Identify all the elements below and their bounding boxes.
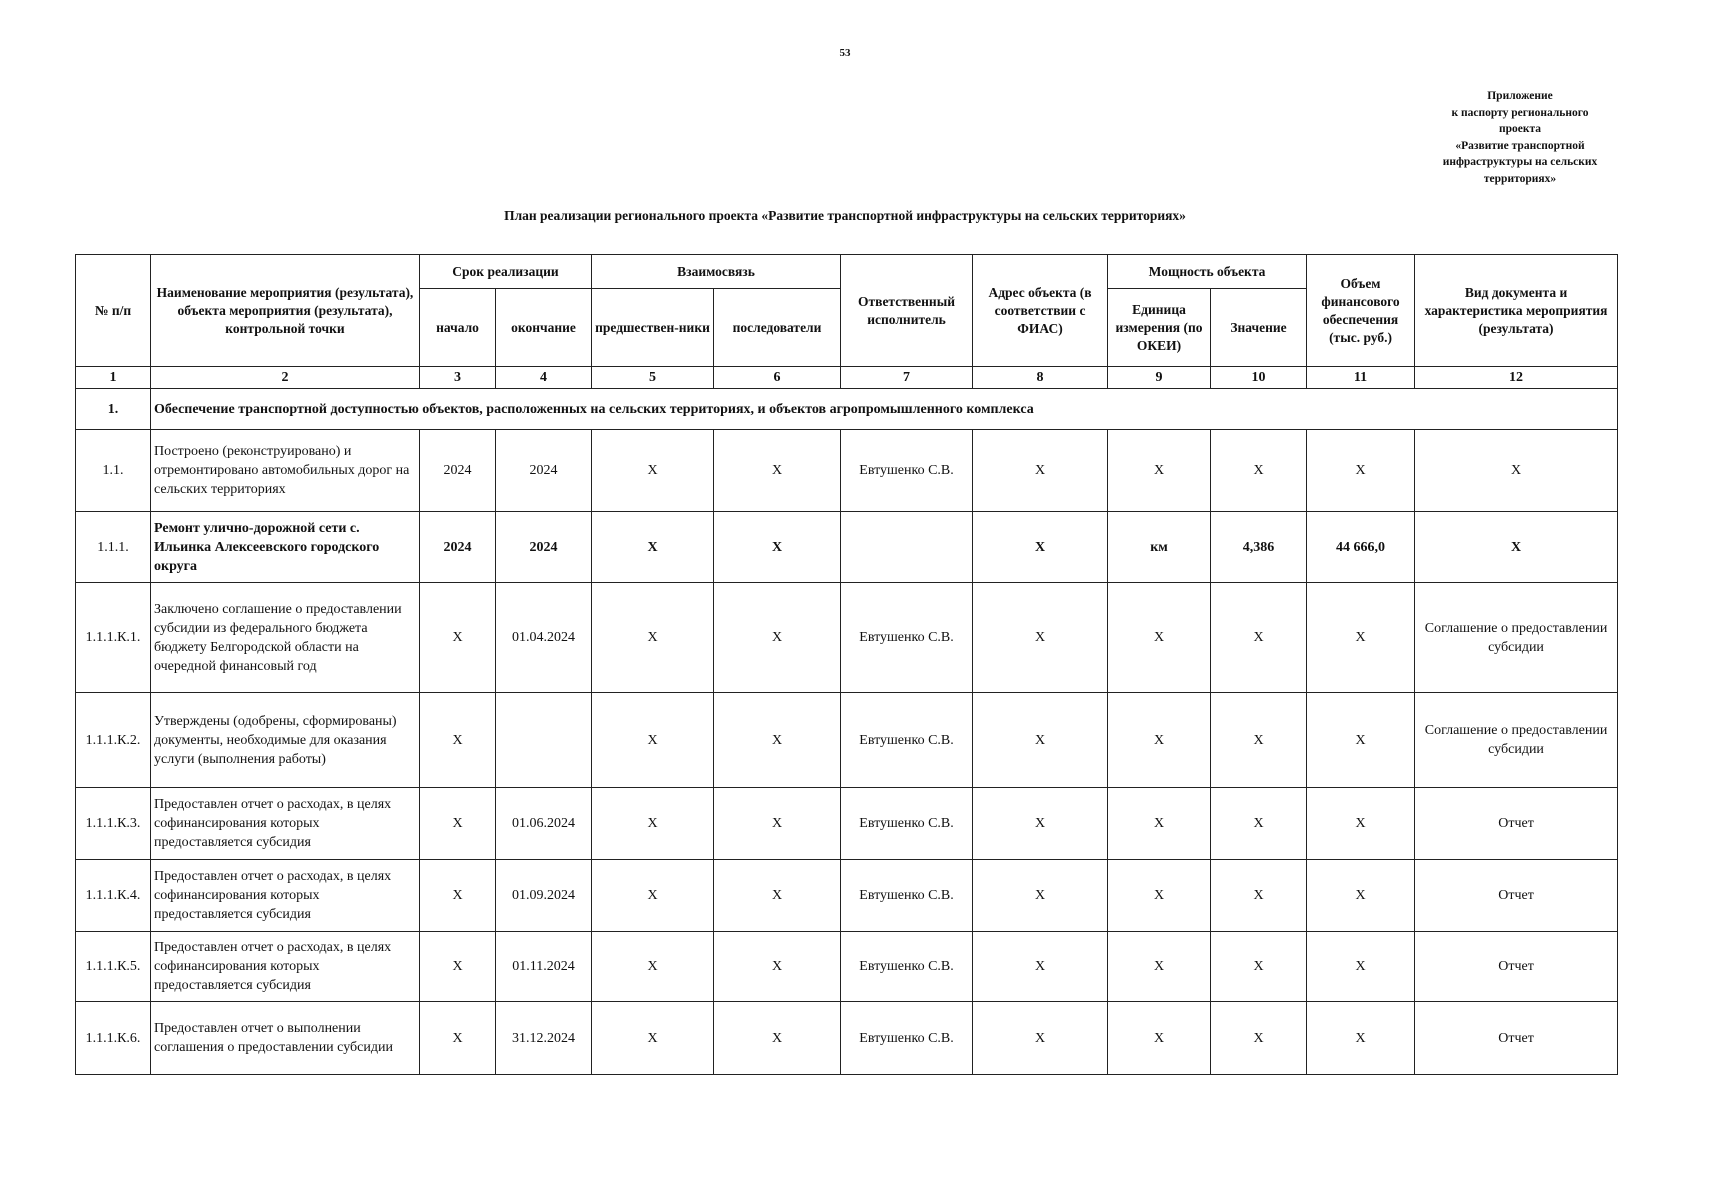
cell-end: 01.06.2024 [496, 788, 592, 860]
table-row [76, 932, 1618, 1002]
header-end: окончание [496, 289, 592, 367]
column-number: 10 [1211, 367, 1307, 389]
cell-successors: X [714, 693, 841, 788]
cell-value: X [1211, 583, 1307, 693]
cell-successors: X [714, 860, 841, 932]
cell-start: 2024 [420, 512, 496, 583]
cell-address: X [973, 788, 1108, 860]
cell-value: X [1211, 430, 1307, 512]
column-number: 7 [841, 367, 973, 389]
page-number: 53 [839, 47, 851, 59]
cell-name: Предоставлен отчет о расходах, в целях софинансирования которых предоставляется субсидия [151, 860, 420, 932]
cell-value: X [1211, 932, 1307, 1002]
header-start: начало [420, 289, 496, 367]
table-row [76, 512, 1618, 583]
appendix-line: проекта [1498, 123, 1542, 136]
cell-executor: Евтушенко С.В. [841, 932, 973, 1002]
cell-predecessors: X [592, 430, 714, 512]
cell-unit: X [1108, 788, 1211, 860]
cell-unit: X [1108, 583, 1211, 693]
column-number: 4 [496, 367, 592, 389]
table-row [76, 860, 1618, 932]
cell-executor: Евтушенко С.В. [841, 430, 973, 512]
cell-unit: X [1108, 693, 1211, 788]
cell-num: 1.1.1. [76, 512, 151, 583]
cell-end: 01.04.2024 [496, 583, 592, 693]
cell-unit: X [1108, 430, 1211, 512]
header-executor: Ответственный исполнитель [841, 255, 973, 367]
cell-executor: Евтушенко С.В. [841, 860, 973, 932]
appendix-line: Приложение [1487, 90, 1553, 102]
cell-end: 31.12.2024 [496, 1002, 592, 1075]
cell-name: Предоставлен отчет о расходах, в целях софинансирования которых предоставляется субсидия [151, 932, 420, 1002]
cell-value: X [1211, 693, 1307, 788]
appendix-line: инфраструктуры на сельских [1442, 156, 1598, 169]
header-address: Адрес объекта (в соответствии с ФИАС) [973, 255, 1108, 367]
cell-doc-type: Отчет [1415, 788, 1618, 860]
cell-executor: Евтушенко С.В. [841, 1002, 973, 1075]
cell-end [496, 693, 592, 788]
section-num: 1. [76, 389, 151, 430]
column-number: 2 [151, 367, 420, 389]
cell-predecessors: X [592, 693, 714, 788]
cell-successors: X [714, 583, 841, 693]
cell-funding: X [1307, 1002, 1415, 1075]
cell-predecessors: X [592, 932, 714, 1002]
header-capacity-group: Мощность объекта [1108, 255, 1307, 289]
cell-num: 1.1.1.К.2. [76, 693, 151, 788]
cell-unit: X [1108, 1002, 1211, 1075]
cell-end: 01.11.2024 [496, 932, 592, 1002]
cell-predecessors: X [592, 583, 714, 693]
header-funding: Объем финансового обеспечения (тыс. руб.) [1307, 255, 1415, 367]
cell-address: X [973, 583, 1108, 693]
cell-executor: Евтушенко С.В. [841, 788, 973, 860]
cell-successors: X [714, 430, 841, 512]
cell-unit: X [1108, 932, 1211, 1002]
cell-start: X [420, 788, 496, 860]
header-value: Значение [1211, 289, 1307, 367]
cell-successors: X [714, 788, 841, 860]
column-number: 3 [420, 367, 496, 389]
table-row [76, 693, 1618, 788]
cell-name: Предоставлен отчет о расходах, в целях софинансирования которых предоставляется субсидия [151, 788, 420, 860]
header-successors: последователи [714, 289, 841, 367]
cell-end: 01.09.2024 [496, 860, 592, 932]
cell-successors: X [714, 512, 841, 583]
cell-name: Заключено соглашение о предоставлении субсидии из федерального бюджета бюджету Белгородской области на очередной финансовый год [151, 583, 420, 693]
implementation-plan-table [75, 254, 1618, 1075]
cell-value: X [1211, 788, 1307, 860]
column-number: 6 [714, 367, 841, 389]
cell-executor: Евтушенко С.В. [841, 693, 973, 788]
header-predecessors: предшествен-ники [592, 289, 714, 367]
table-row [76, 430, 1618, 512]
cell-start: X [420, 1002, 496, 1075]
cell-executor [841, 512, 973, 583]
cell-doc-type: Соглашение о предоставлении субсидии [1415, 693, 1618, 788]
cell-num: 1.1.1.К.3. [76, 788, 151, 860]
cell-predecessors: X [592, 1002, 714, 1075]
cell-num: 1.1.1.К.5. [76, 932, 151, 1002]
column-number: 8 [973, 367, 1108, 389]
cell-address: X [973, 693, 1108, 788]
cell-name: Ремонт улично-дорожной сети с. Ильинка Алексеевского городского округа [151, 512, 420, 583]
cell-funding: X [1307, 583, 1415, 693]
cell-successors: X [714, 1002, 841, 1075]
cell-value: 4,386 [1211, 512, 1307, 583]
cell-predecessors: X [592, 788, 714, 860]
header-link-group: Взаимосвязь [592, 255, 841, 289]
header-num: № п/п [76, 255, 151, 367]
cell-start: X [420, 932, 496, 1002]
appendix-line: «Развитие транспортной [1455, 139, 1585, 152]
cell-funding: 44 666,0 [1307, 512, 1415, 583]
cell-name: Построено (реконструировано) и отремонтировано автомобильных дорог на сельских территориях [151, 430, 420, 512]
cell-value: X [1211, 860, 1307, 932]
table-row [76, 788, 1618, 860]
header-term-group: Срок реализации [420, 255, 592, 289]
column-number: 11 [1307, 367, 1415, 389]
cell-start: X [420, 583, 496, 693]
cell-doc-type: X [1415, 430, 1618, 512]
cell-predecessors: X [592, 512, 714, 583]
cell-executor: Евтушенко С.В. [841, 583, 973, 693]
cell-num: 1.1.1.К.6. [76, 1002, 151, 1075]
cell-address: X [973, 512, 1108, 583]
column-number: 1 [76, 367, 151, 389]
cell-funding: X [1307, 430, 1415, 512]
cell-funding: X [1307, 932, 1415, 1002]
cell-doc-type: Отчет [1415, 860, 1618, 932]
cell-doc-type: Соглашение о предоставлении субсидии [1415, 583, 1618, 693]
column-number: 12 [1415, 367, 1618, 389]
table-row [76, 583, 1618, 693]
cell-unit: км [1108, 512, 1211, 583]
appendix-line: к паспорту регионального [1451, 106, 1589, 119]
cell-doc-type: Отчет [1415, 932, 1618, 1002]
header-doc-type: Вид документа и характеристика мероприятия (результата) [1415, 255, 1618, 367]
table-row [76, 1002, 1618, 1075]
cell-address: X [973, 932, 1108, 1002]
cell-name: Утверждены (одобрены, сформированы) документы, необходимые для оказания услуги (выполнения работы) [151, 693, 420, 788]
cell-funding: X [1307, 788, 1415, 860]
appendix-line: территориях» [1483, 172, 1557, 185]
document-title: План реализации регионального проекта «Развитие транспортной инфраструктуры на сельских территориях» [504, 208, 1186, 223]
cell-funding: X [1307, 860, 1415, 932]
cell-end: 2024 [496, 430, 592, 512]
cell-address: X [973, 860, 1108, 932]
cell-doc-type: Отчет [1415, 1002, 1618, 1075]
header-unit: Единица измерения (по ОКЕИ) [1108, 289, 1211, 367]
cell-successors: X [714, 932, 841, 1002]
cell-num: 1.1.1.К.1. [76, 583, 151, 693]
cell-start: 2024 [420, 430, 496, 512]
cell-doc-type: X [1415, 512, 1618, 583]
cell-unit: X [1108, 860, 1211, 932]
section-row [76, 389, 1618, 430]
column-number: 5 [592, 367, 714, 389]
appendix-note [1418, 88, 1622, 188]
cell-address: X [973, 430, 1108, 512]
cell-num: 1.1.1.К.4. [76, 860, 151, 932]
header-name: Наименование мероприятия (результата), объекта мероприятия (результата), контрольной точки [151, 255, 420, 367]
cell-start: X [420, 860, 496, 932]
cell-address: X [973, 1002, 1108, 1075]
section-title: Обеспечение транспортной доступностью объектов, расположенных на сельских территориях, и объектов агропромышленного комплекса [151, 389, 1618, 430]
cell-predecessors: X [592, 860, 714, 932]
cell-start: X [420, 693, 496, 788]
cell-value: X [1211, 1002, 1307, 1075]
cell-end: 2024 [496, 512, 592, 583]
cell-funding: X [1307, 693, 1415, 788]
column-number: 9 [1108, 367, 1211, 389]
cell-name: Предоставлен отчет о выполнении соглашения о предоставлении субсидии [151, 1002, 420, 1075]
cell-num: 1.1. [76, 430, 151, 512]
